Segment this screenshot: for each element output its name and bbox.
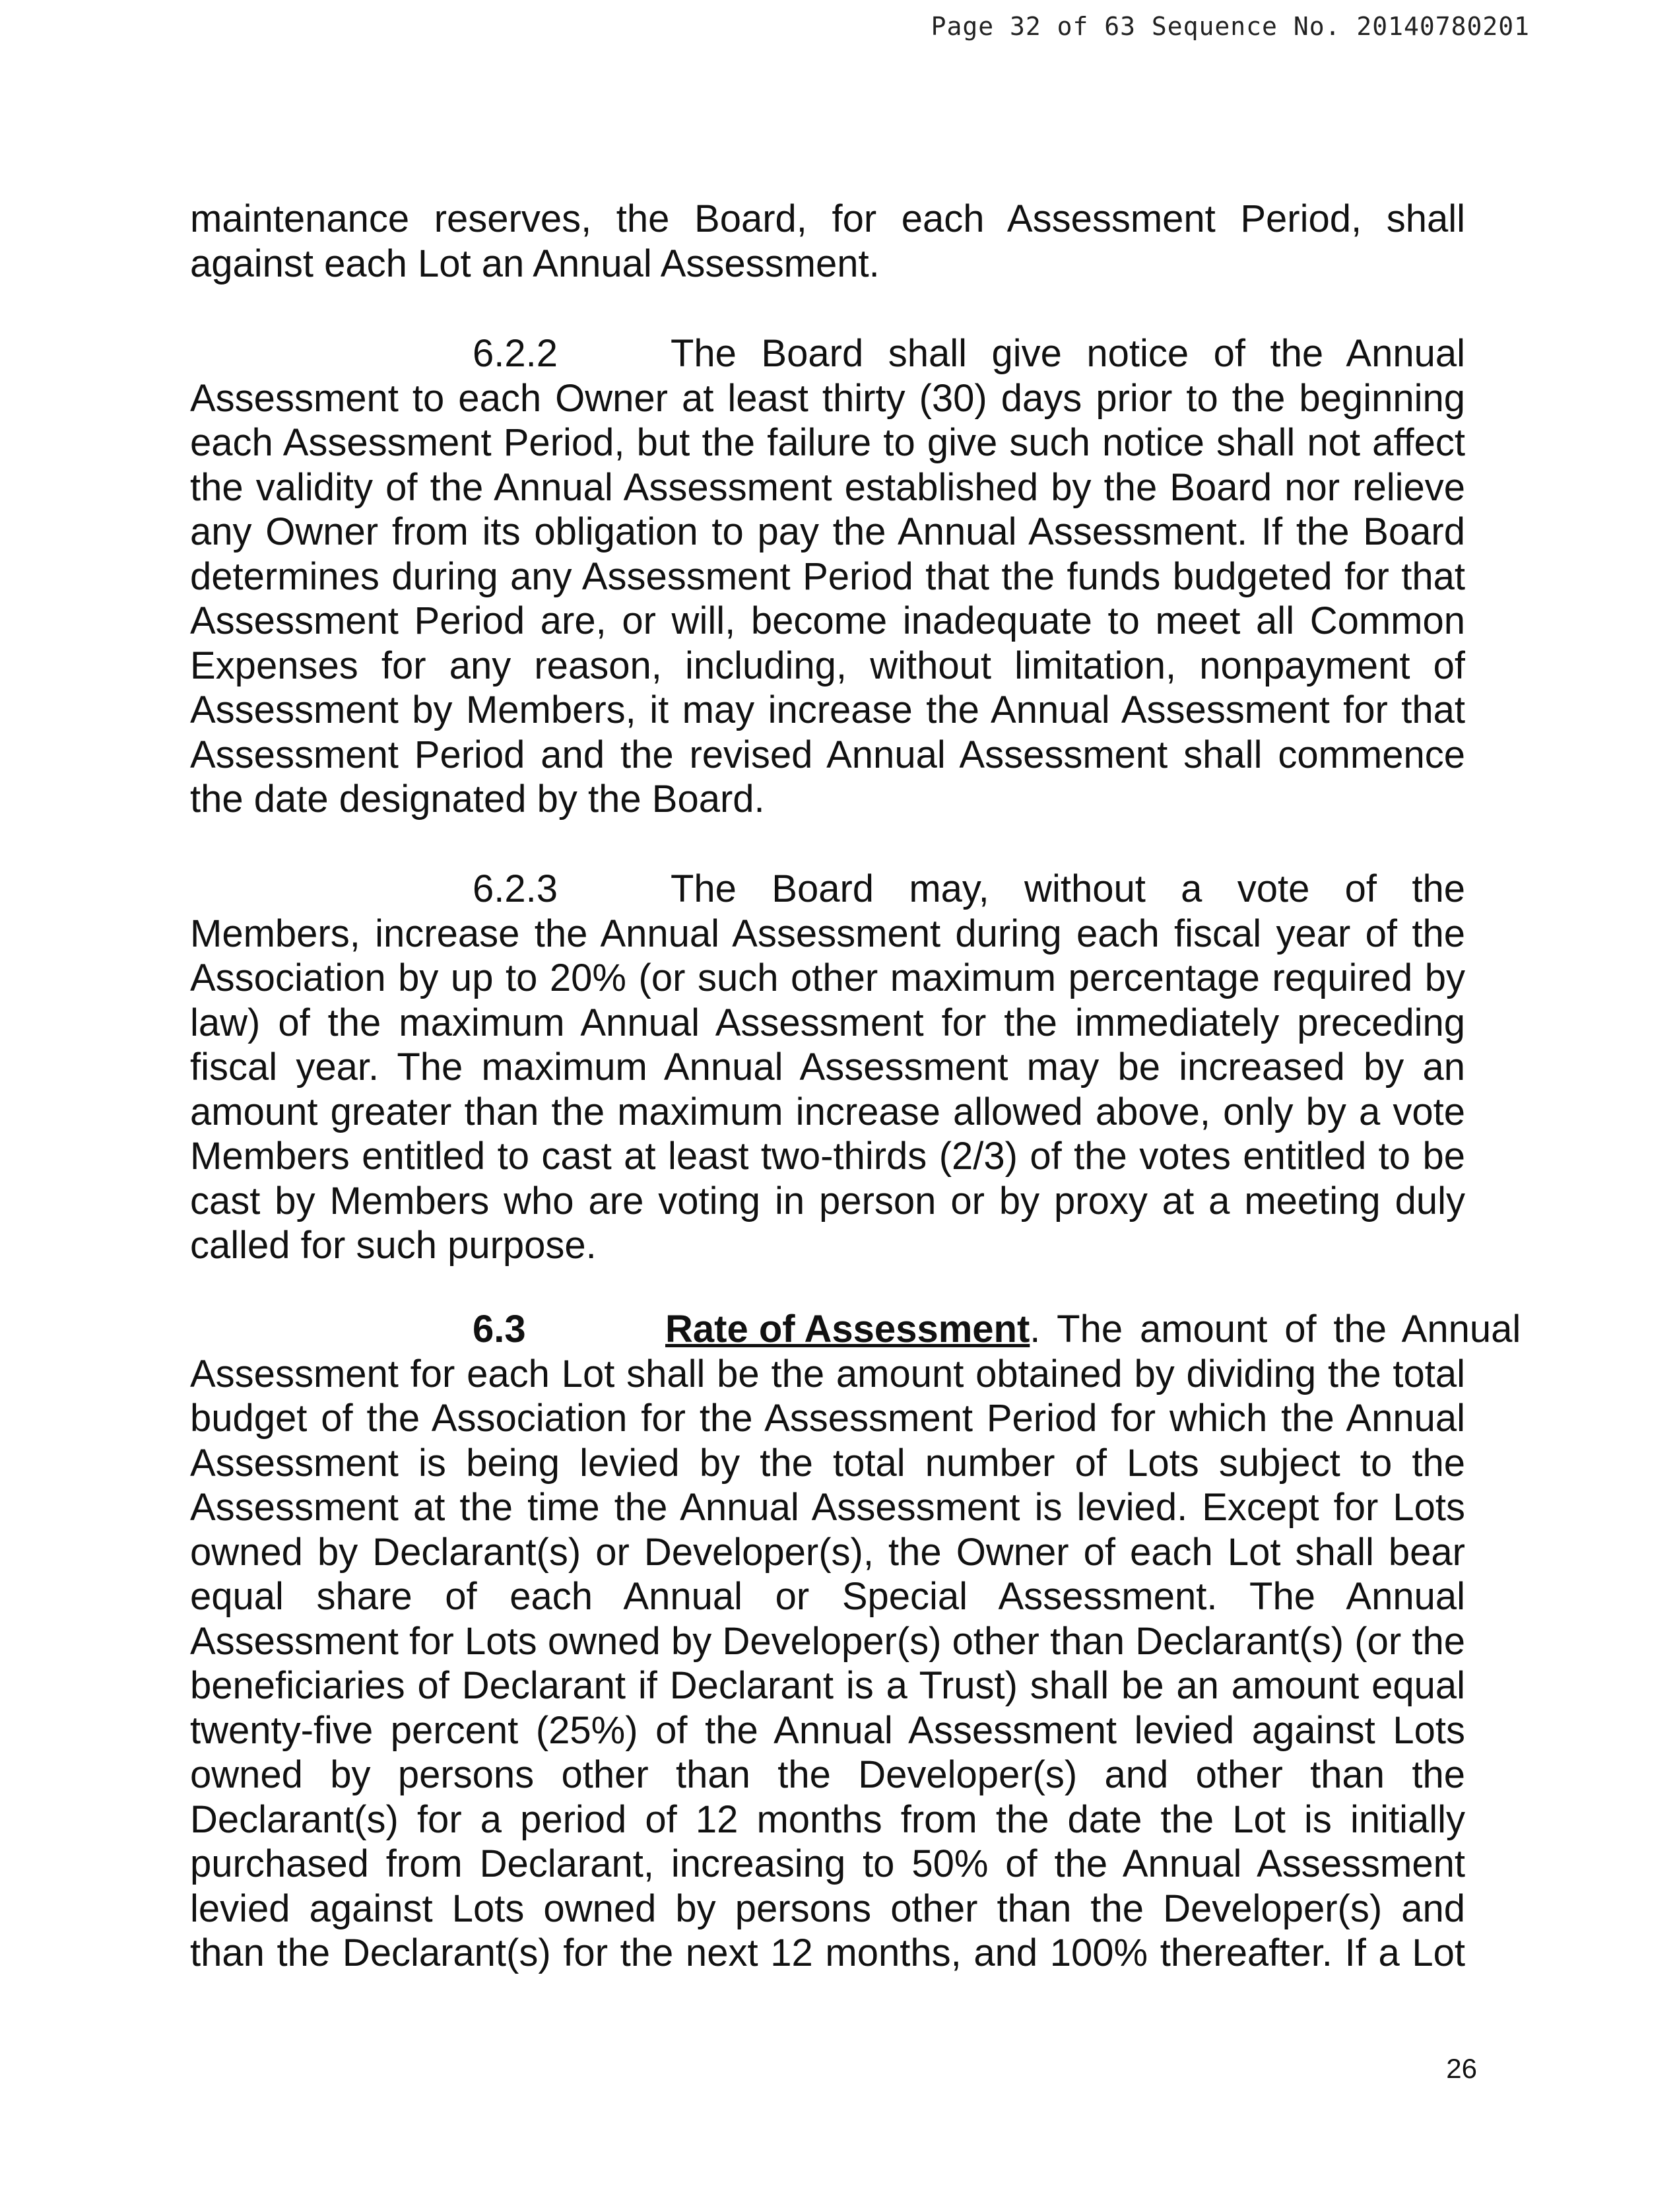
text-line: the validity of the Annual Assessment established by the Board nor relieve [190,465,1465,509]
section-6-3 [190,1307,1521,1976]
text-line: purchased from Declarant, increasing to 50% of the Annual Assessment [190,1842,1465,1885]
text-line: twenty-five percent (25%) of the Annual Assessment levied against Lots [190,1708,1465,1752]
text-line: maintenance reserves, the Board, for each Assessment Period, shall [190,197,1465,240]
text-line: Declarant(s) for a period of 12 months from the date the Lot is initially [190,1797,1465,1841]
text-line: Expenses for any reason, including, without limitation, nonpayment of [190,644,1465,687]
text-line: called for such purpose. [190,1224,597,1267]
text-line: Assessment to each Owner at least thirty (30) days prior to the beginning [190,376,1465,420]
text-line: levied against Lots owned by persons other than the Developer(s) and [190,1887,1465,1930]
text-line: cast by Members who are voting in person or by proxy at a meeting duly [190,1179,1465,1223]
section-6-2-2 [190,331,1465,822]
text-line: budget of the Association for the Assessment Period for which the Annual [190,1397,1465,1440]
text-line: determines during any Assessment Period that the funds budgeted for that [190,554,1465,598]
section-first-line [190,331,1465,376]
section-heading: Rate of Assessment [665,1308,1030,1351]
text-line: Assessment Period and the revised Annual Assessment shall commence [190,733,1465,776]
text-line: law) of the maximum Annual Assessment for the immediately preceding [190,1001,1465,1044]
text-line: Assessment Period are, or will, become inadequate to meet all Common [190,599,1465,642]
text-line: against each Lot an Annual Assessment. [190,242,880,285]
text-line: Assessment by Members, it may increase the Annual Assessment for that [190,688,1465,731]
text-line: Assessment at the time the Annual Assessment is levied. Except for Lots [190,1486,1465,1529]
text-line: equal share of each Annual or Special Assessment. The Annual [190,1575,1465,1618]
text-line: fiscal year. The maximum Annual Assessment may be increased by an [190,1046,1465,1089]
section-first-line-text: . The amount of the Annual [1030,1308,1521,1351]
text-line: amount greater than the maximum increase allowed above, only by a vote [190,1090,1465,1133]
page-header: Page 32 of 63 Sequence No. 20140780201 [931,12,1530,41]
text-line: Assessment is being levied by the total number of Lots subject to the [190,1441,1465,1485]
section-number: 6.2.3 [473,867,558,910]
section-first-line [190,867,1465,912]
text-line: Association by up to 20% (or such other maximum percentage required by [190,956,1465,999]
text-line: Assessment for Lots owned by Developer(s) other than Declarant(s) (or the [190,1619,1465,1663]
section-first-line-text: The Board shall give notice of the Annual [671,332,1465,375]
text-line: any Owner from its obligation to pay the Annual Assessment. If the Board [190,510,1465,553]
text-line: owned by persons other than the Developer(s) and other than the [190,1753,1465,1796]
text-line: Members entitled to cast at least two-thirds (2/3) of the votes entitled to be [190,1135,1465,1178]
section-number: 6.2.2 [473,332,558,375]
text-line: than the Declarant(s) for the next 12 months, and 100% thereafter. If a Lot [190,1931,1465,1974]
section-number: 6.3 [473,1308,526,1351]
text-line: the date designated by the Board. [190,778,765,821]
page-number: 26 [1446,2053,1477,2084]
text-line: Assessment for each Lot shall be the amount obtained by dividing the total [190,1352,1465,1395]
section-first-line-text: The Board may, without a vote of the [671,867,1465,910]
paragraph-continuation [190,197,1465,286]
section-first-line [190,1307,1521,1352]
text-line: Members, increase the Annual Assessment during each fiscal year of the [190,912,1465,955]
text-line: each Assessment Period, but the failure to give such notice shall not affect [190,421,1465,464]
section-6-2-3 [190,867,1465,1268]
text-line: owned by Declarant(s) or Developer(s), the Owner of each Lot shall bear [190,1530,1465,1574]
text-line: beneficiaries of Declarant if Declarant is a Trust) shall be an amount equal [190,1664,1465,1707]
